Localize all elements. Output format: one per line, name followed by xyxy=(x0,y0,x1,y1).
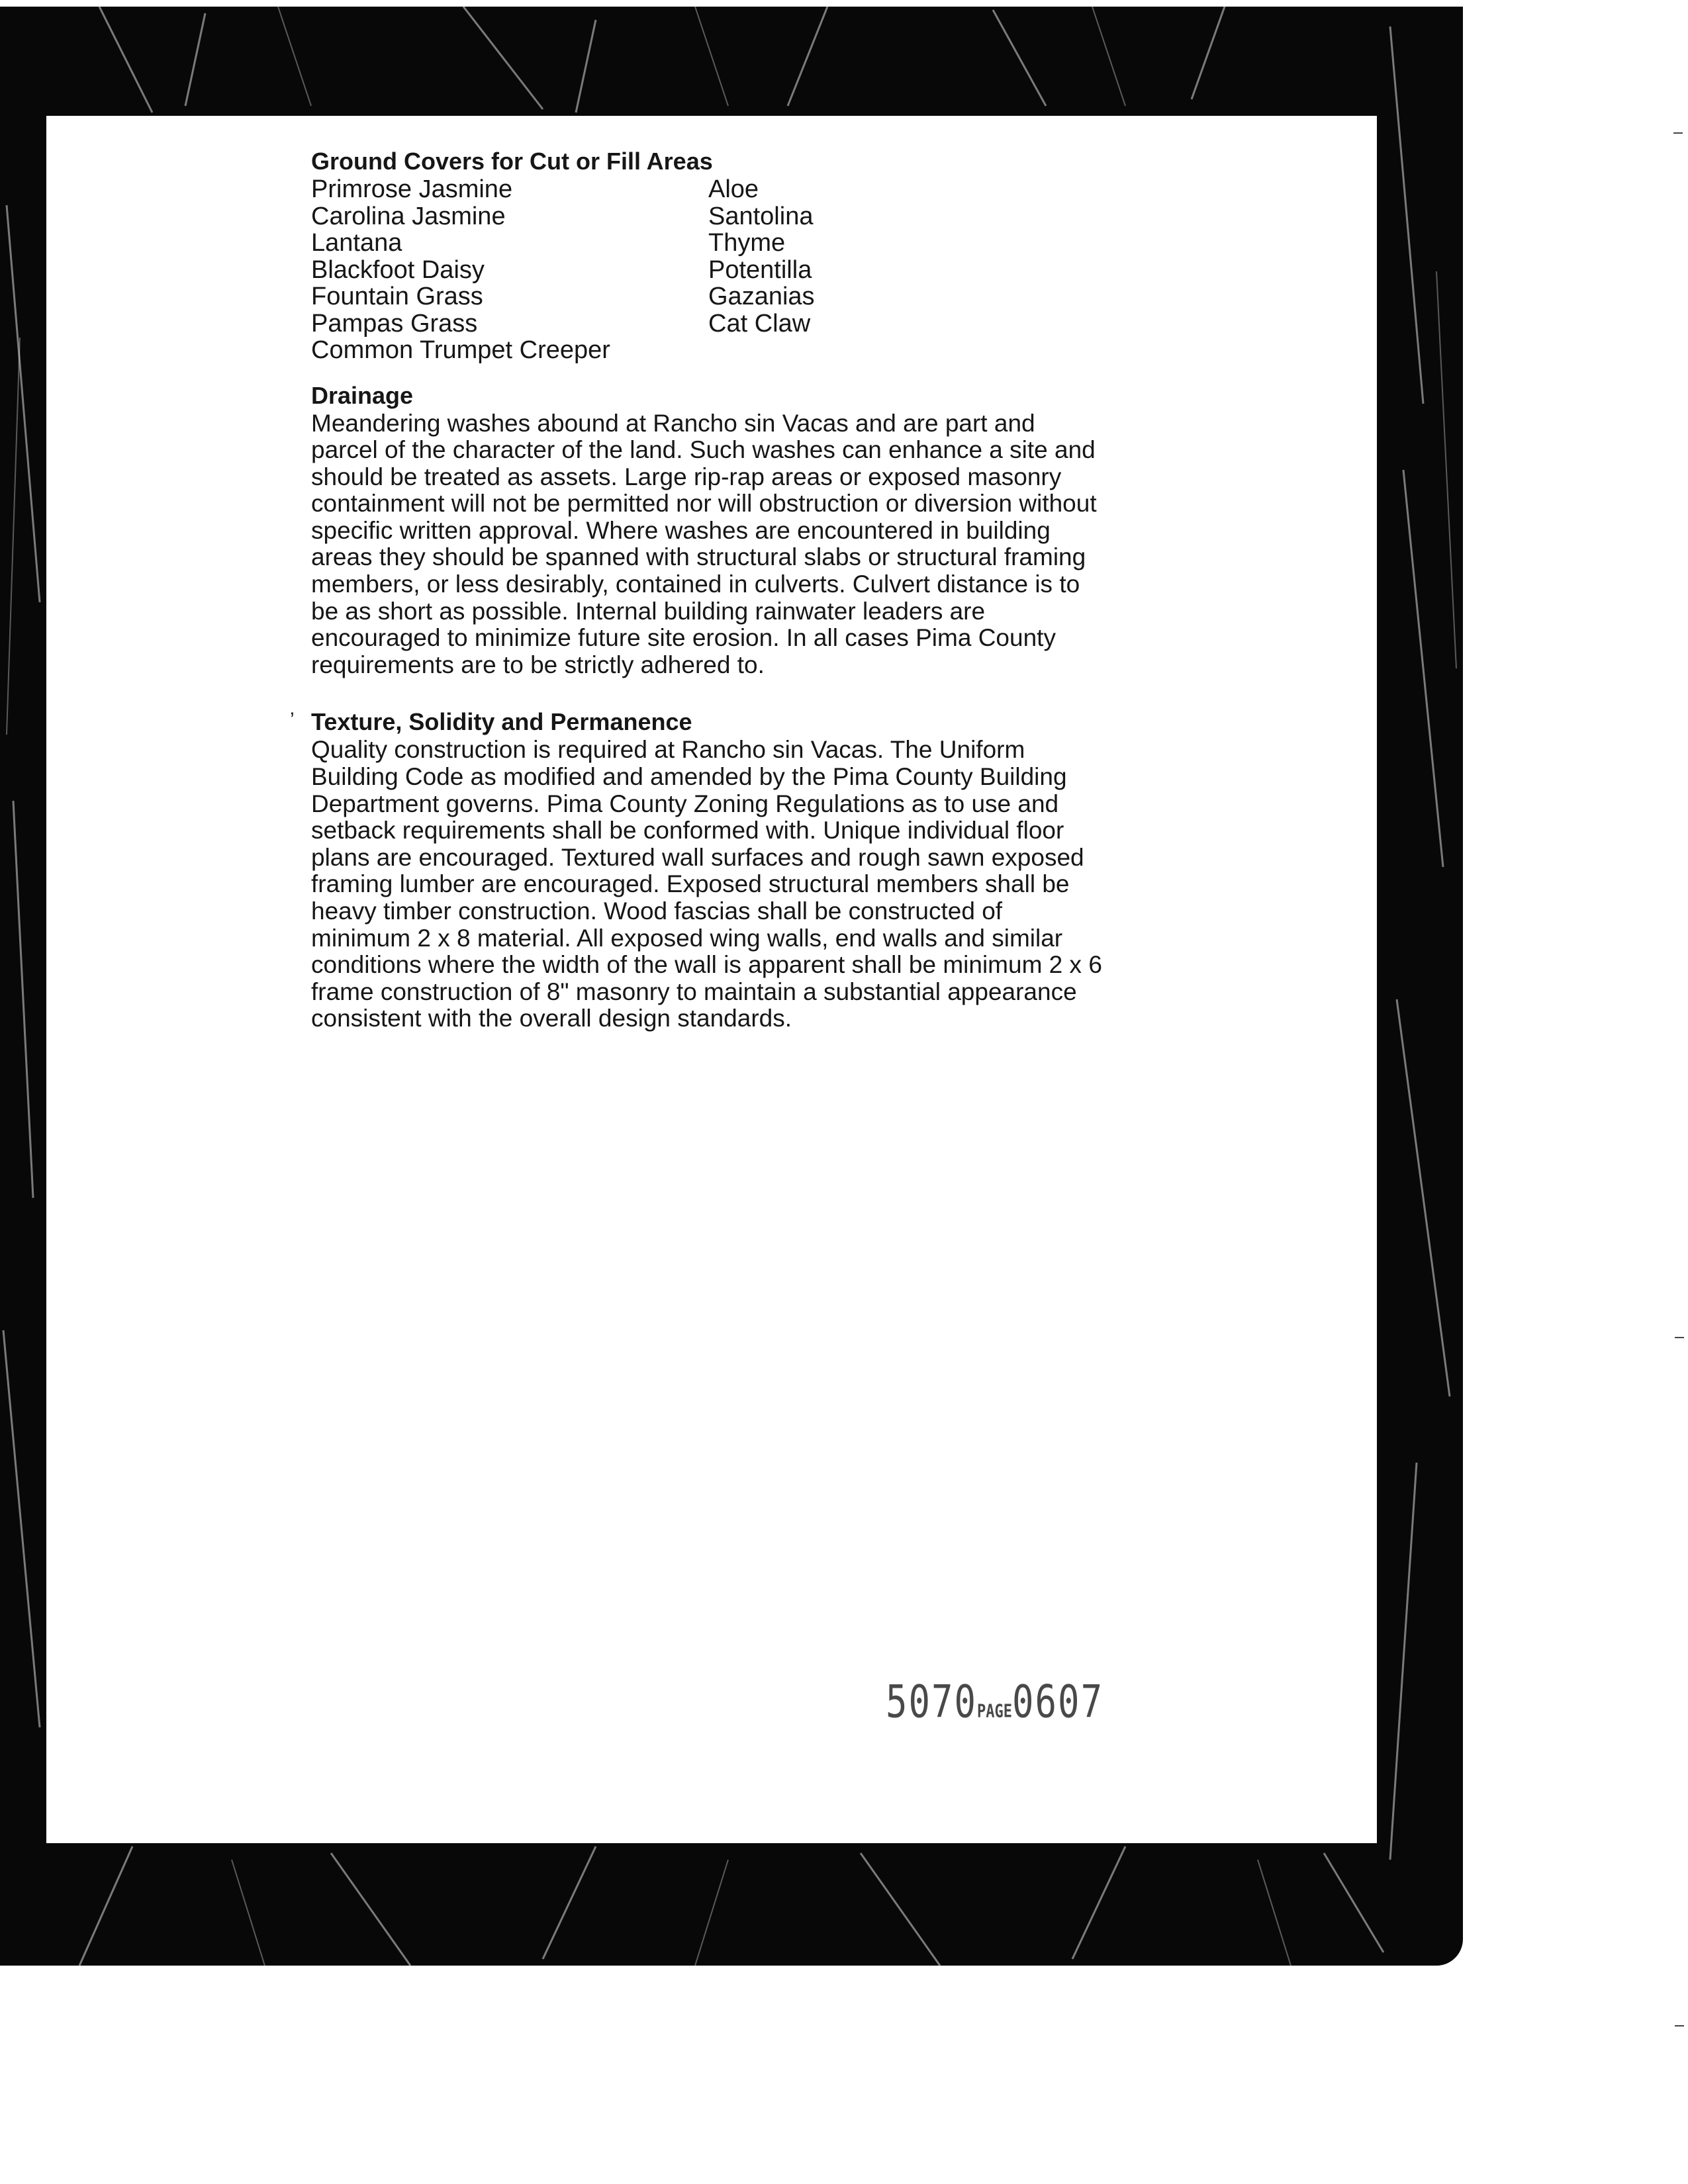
plant-item: Common Trumpet Creeper xyxy=(311,336,610,364)
plant-list-left-column xyxy=(311,176,708,364)
plant-item: Blackfoot Daisy xyxy=(311,255,485,284)
plant-item: Carolina Jasmine xyxy=(311,202,506,230)
margin-mark xyxy=(1673,132,1683,134)
plant-item: Primrose Jasmine xyxy=(311,175,513,203)
ground-covers-section xyxy=(311,147,1172,364)
plant-item: Thyme xyxy=(708,229,786,257)
docket-page-stamp xyxy=(886,1676,1103,1728)
page-number: 0607 xyxy=(1012,1676,1104,1728)
plant-item: Potentilla xyxy=(708,255,812,284)
plant-item: Santolina xyxy=(708,202,814,230)
plant-item: Pampas Grass xyxy=(311,309,478,338)
texture-section xyxy=(290,707,1172,1032)
drainage-paragraph: Meandering washes abound at Rancho sin Vacas and are part and parcel of the character of the land. Such washes can enhance a site and should be treated as assets. Large rip-rap areas or exposed masonry containment will not be permitted nor will obstruction or diversion without specific written approval. Where washes are encountered in building areas they should be spanned with structural slabs or structural framing members, or less desirably, contained in culverts. Culvert distance is to be as short as possible. Internal building rainwater leaders are encouraged to minimize future site erosion. In all cases Pima County requirements are to be strictly adhered to. xyxy=(311,409,1097,678)
drainage-section xyxy=(311,381,1172,679)
margin-mark xyxy=(1675,2025,1684,2026)
plant-item: Lantana xyxy=(311,229,402,257)
plant-item: Gazanias xyxy=(708,283,815,310)
page-word: PAGE xyxy=(977,1701,1013,1723)
plant-list xyxy=(311,176,1172,364)
margin-mark xyxy=(1675,1337,1684,1338)
docket-number: 5070 xyxy=(886,1676,978,1728)
plant-list-right-column xyxy=(708,176,973,364)
plant-item: Fountain Grass xyxy=(311,283,483,310)
texture-paragraph: Quality construction is required at Rancho sin Vacas. The Uniform Building Code as modified and amended by the Pima County Building Department governs. Pima County Zoning Regulations as to use and setback requirements shall be conformed with. Unique individual floor plans are encouraged. Textured wall surfaces and rough sawn exposed framing lumber are encouraged. Exposed structural members shall be heavy timber construction. Wood fascias shall be constructed of minimum 2 x 8 material. All exposed wing walls, end walls and similar conditions where the width of the wall is apparent shall be minimum 2 x 6 frame construction of 8" masonry to maintain a substantial appearance consistent with the overall design standards. xyxy=(311,736,1102,1032)
ground-covers-heading: Ground Covers for Cut or Fill Areas xyxy=(311,148,713,175)
drainage-heading: Drainage xyxy=(311,381,414,409)
plant-item: Cat Claw xyxy=(708,309,811,338)
stray-mark: ’ xyxy=(290,709,295,731)
texture-heading: Texture, Solidity and Permanence xyxy=(311,708,692,736)
document-body xyxy=(290,147,1172,1032)
plant-item: Aloe xyxy=(708,175,759,203)
